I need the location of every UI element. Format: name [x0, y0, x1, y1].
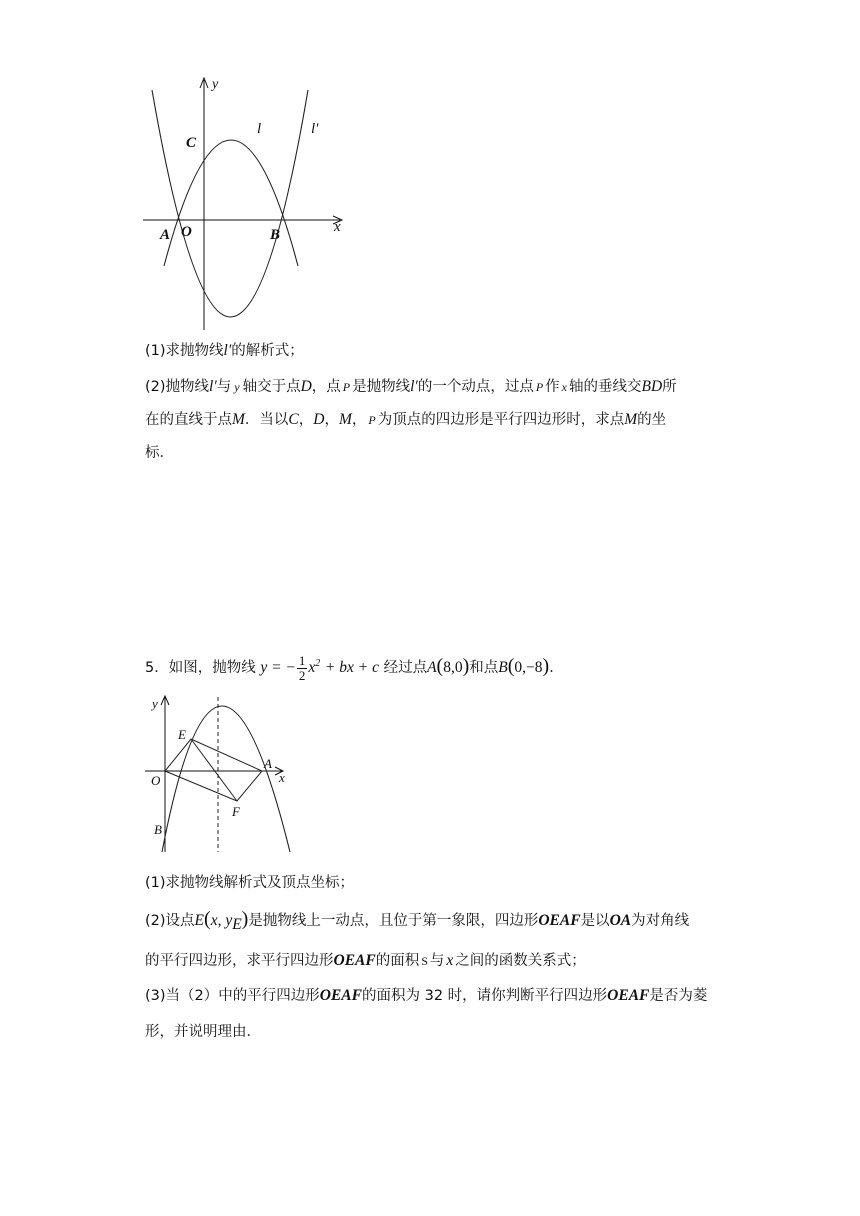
frac-den: 2 [298, 667, 306, 683]
text: ， [298, 412, 314, 428]
label-O: O [181, 224, 192, 240]
text: 的面积 [375, 953, 420, 969]
problem4-q2-line3: 标． [145, 445, 174, 461]
text: 的面积为 32 时，请你判断平行四边形 [361, 988, 608, 1004]
var-OEAF: OEAF [319, 987, 362, 1004]
text: 5．如图，抛物线 [145, 660, 256, 677]
var-l-prime: l′ [410, 378, 418, 395]
var-D: D [300, 378, 312, 395]
text: 作 [545, 379, 560, 395]
label-F: F [232, 804, 240, 819]
problem5-stem [145, 650, 564, 683]
x-squared: $x^2$ [308, 658, 321, 677]
problem5-q3-line2: 形，并说明理由． [145, 1024, 261, 1040]
problem5-q2-line2 [145, 951, 586, 971]
label-y: y [152, 696, 158, 711]
label-A: A [160, 227, 171, 243]
text: 与 [216, 379, 232, 395]
text: (2)设点 [145, 913, 195, 929]
coord-B: 0,−8 [514, 659, 543, 677]
var-x: x [446, 952, 454, 969]
var-S: S [421, 954, 428, 968]
problem4-q1 [145, 341, 304, 361]
text: 与 [429, 953, 445, 969]
var-l-prime: l′ [209, 378, 217, 395]
label-O: O [151, 773, 161, 788]
text: ． [549, 660, 564, 677]
coord-A: 8,0 [443, 659, 463, 677]
text: 轴交于点 [242, 379, 301, 395]
text: 在的直线于点 [145, 412, 232, 428]
paren: ) [241, 908, 249, 930]
text: ， [324, 412, 339, 428]
text: 之间的函数关系式； [455, 953, 586, 969]
paren: ( [204, 908, 211, 930]
text: 轴的垂线交 [569, 379, 642, 395]
fraction-one-half [297, 654, 308, 683]
var-OEAF: OEAF [538, 912, 581, 929]
text: (1)求抛物线 [145, 343, 224, 359]
text: 是抛物线上一动点，且位于第一象限，四边形 [248, 913, 539, 929]
frac-num: 1 [298, 652, 306, 668]
problem4-q2-line2 [145, 410, 666, 430]
var-M: M [232, 411, 245, 428]
text: 是抛物线 [352, 379, 411, 395]
text: ， [351, 412, 367, 428]
text: 经过点 [383, 660, 428, 677]
var-BD: BD [641, 378, 663, 395]
label-B: B [270, 227, 281, 243]
text: 和点 [469, 660, 499, 677]
text: ．当以 [244, 412, 289, 428]
text: 为顶点的四边形是平行四边形时，求点 [377, 412, 625, 428]
var-y: y [234, 380, 240, 394]
label-x: x [279, 770, 285, 785]
text: 是否为菱 [649, 988, 708, 1004]
var-M: M [624, 411, 638, 428]
text: 的解析式； [231, 343, 304, 359]
figure-parabola-parallelogram [140, 690, 300, 860]
label-l: l [257, 121, 262, 137]
var-P: P [342, 380, 351, 394]
eq-lhs: y = − [260, 659, 296, 677]
text: 是以 [580, 913, 610, 929]
problem5-q3-line1 [145, 986, 707, 1006]
label-l-prime: l′ [311, 121, 319, 137]
var-P: P [535, 380, 544, 394]
label-x: x [334, 219, 341, 235]
text: 为对角线 [631, 913, 690, 929]
var-l-prime: l′ [223, 342, 232, 359]
label-E: E [178, 727, 186, 742]
text: 的坐 [637, 412, 667, 428]
var-E: E [194, 912, 205, 929]
problem5-q2-line1 [145, 906, 689, 938]
var-x: x [561, 380, 567, 394]
parabola-l-prime [152, 90, 308, 317]
figure-parabolas-l-lprime [140, 75, 355, 335]
var-D: D [313, 411, 325, 428]
problem4-q2-line1 [145, 377, 677, 397]
paren: ( [436, 655, 444, 678]
text: (2)抛物线 [145, 379, 210, 395]
subscript-E: E [232, 915, 242, 933]
text: 的一个动点，过点 [417, 379, 534, 395]
coords-E: x, y [210, 912, 233, 929]
var-OEAF: OEAF [333, 952, 376, 969]
var-P: P [368, 413, 376, 427]
var-OEAF: OEAF [607, 987, 650, 1004]
eq-rest: + bx + c [324, 659, 379, 677]
var-OA: OA [609, 912, 632, 929]
var-A: A [427, 659, 437, 677]
var-M: M [338, 411, 352, 428]
paren: ) [542, 655, 550, 678]
paren: ) [462, 655, 470, 678]
label-A: A [264, 756, 272, 771]
var-B: B [498, 659, 508, 677]
text: 的平行四边形，求平行四边形 [145, 953, 334, 969]
label-y: y [212, 77, 219, 92]
label-B: B [154, 822, 162, 837]
text: ，点 [311, 379, 341, 395]
var-C: C [288, 411, 299, 428]
paren: ( [507, 655, 515, 678]
label-C: C [186, 135, 197, 151]
parabola-l [164, 140, 298, 266]
problem5-q1: (1)求抛物线解析式及顶点坐标； [145, 875, 355, 891]
text: 所 [662, 379, 677, 395]
text: (3)当（2）中的平行四边形 [145, 988, 320, 1004]
